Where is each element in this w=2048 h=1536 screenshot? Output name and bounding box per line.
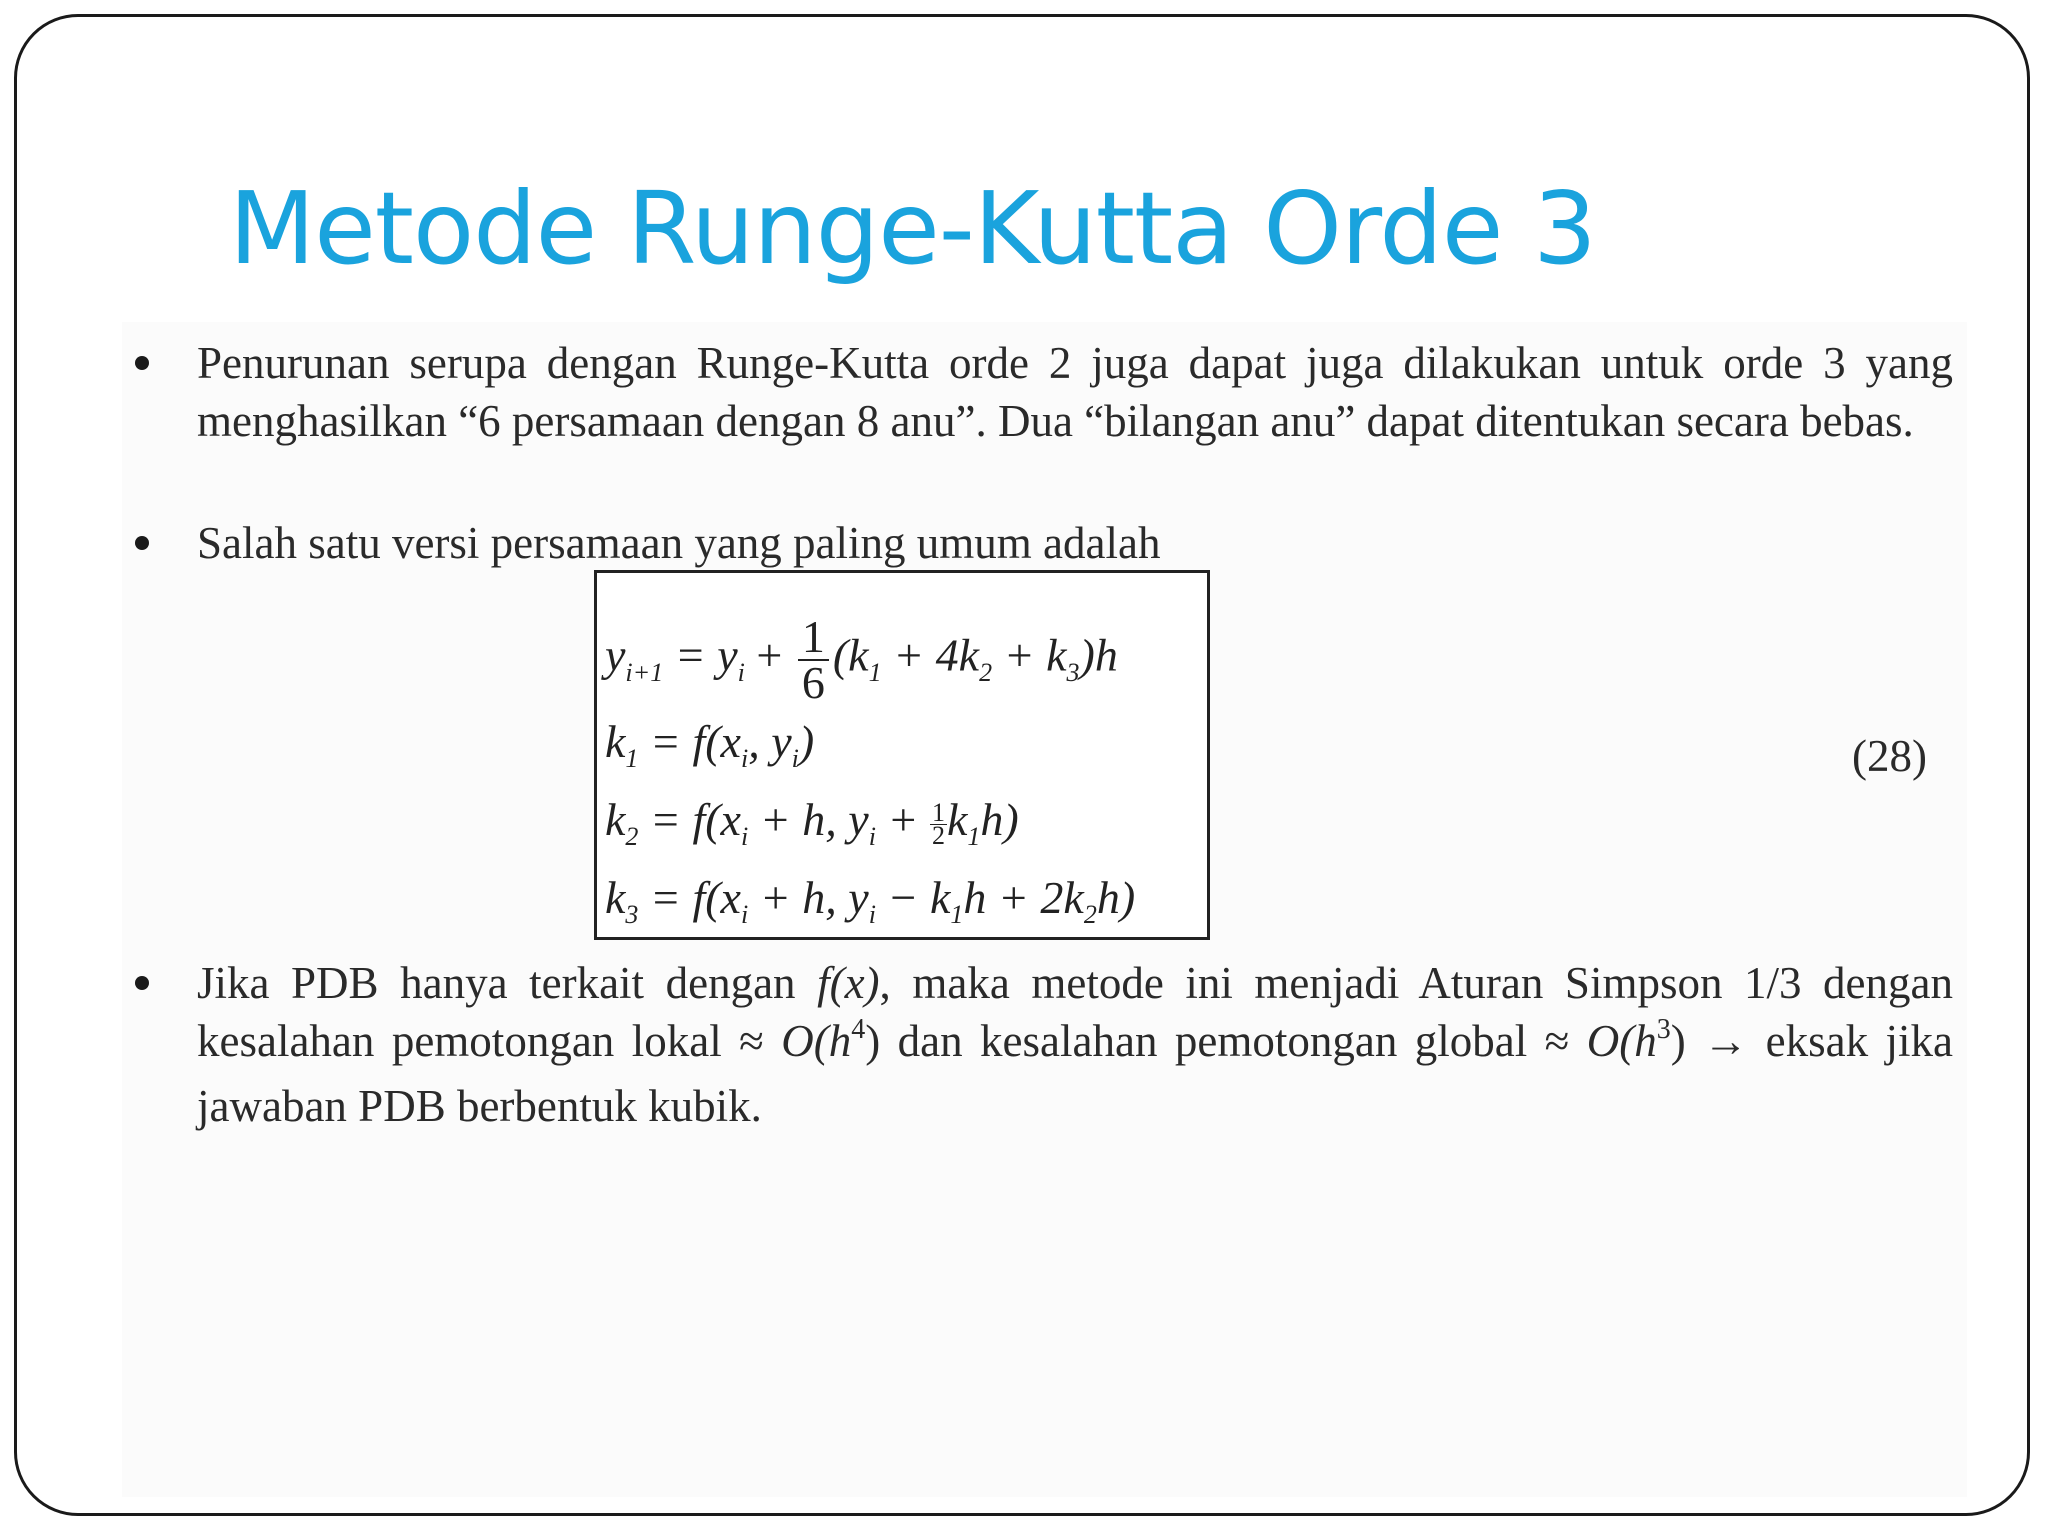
equation-line-k2: $k_2 = f(x_i + h$, $y_i$ + $\frac{1}{2}$ $k_1h$) xyxy=(605,794,1019,852)
equation-box xyxy=(594,570,1210,940)
content-area xyxy=(122,322,1967,1497)
bullet-dot-icon xyxy=(135,976,149,990)
bullet-text: Penurunan serupa dengan Runge-Kutta orde 2 juga dapat juga dilakukan untuk orde 3 yang menghasilkan “6 persamaan dengan 8 anu”. Dua “bilangan anu” dapat ditentukan secara bebas. xyxy=(197,338,1953,446)
bullet-text: Salah satu versi persamaan yang paling umum adalah xyxy=(197,518,1161,568)
fraction-one-half: $\frac{1}{2}$ xyxy=(931,797,945,850)
equation-number: (28) xyxy=(1852,731,1927,781)
slide-title: Metode Runge-Kutta Orde 3 xyxy=(229,170,1596,287)
bullet-dot-icon xyxy=(135,536,149,550)
equation-line-k1: $k_1 = f(x_i$, $y_i$) xyxy=(605,716,815,774)
equation-line-k3: $k_3 = f(x_i + h$, $y_i - k_1h + 2k_2h$) xyxy=(605,872,1136,930)
equation-line-y: $y_{i+1} = y_i$ + $\frac{1}{6}$ $(k_1 + 4k_2 + k_3)h$ xyxy=(605,611,1118,708)
fraction-one-sixth: $\frac{1}{6}$ xyxy=(798,615,829,705)
bullet-text: Jika PDB hanya terkait dengan f(x), maka metode ini menjadi Aturan Simpson 1/3 dengan kesalahan pemotongan lokal ≈ $O(h^4)$ dan kesalahan pemotongan global ≈ $O(h^3)$ → eksak jika jawaban PDB berbentuk kubik. xyxy=(197,958,1953,1131)
bullet-dot-icon xyxy=(135,356,149,370)
slide-frame xyxy=(14,14,2030,1516)
